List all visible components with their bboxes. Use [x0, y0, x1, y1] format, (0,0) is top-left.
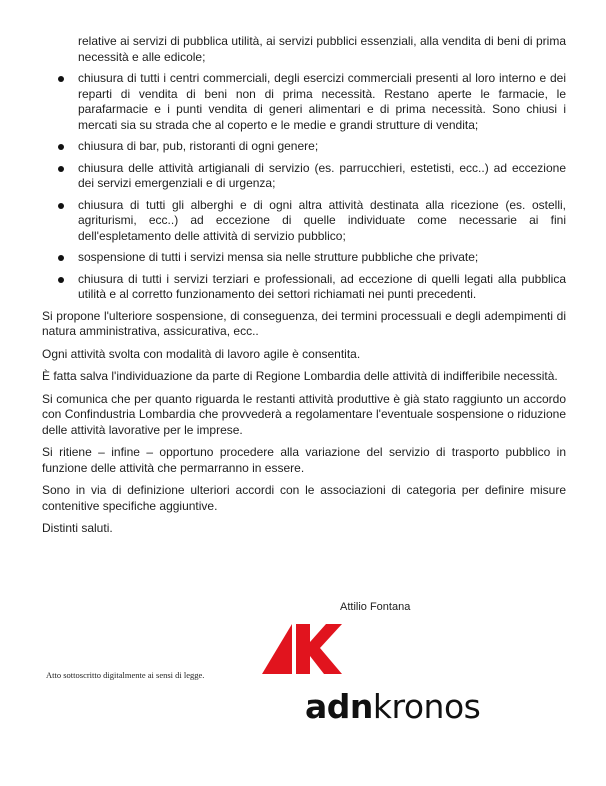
- wordmark-regular: kronos: [372, 687, 481, 726]
- bullet-icon: [58, 255, 64, 261]
- digital-signature-note: Atto sottoscritto digitalmente ai sensi di legge.: [46, 670, 205, 680]
- paragraph-region: È fatta salva l'individuazione da parte di Regione Lombardia delle attività di indifferibile necessità.: [42, 369, 558, 383]
- signature-name: Attilio Fontana: [340, 601, 411, 613]
- continued-bullet-text: relative ai servizi di pubblica utilità, ai servizi pubblici essenziali, alla vendita di beni di prima necessità e alle edicole;: [78, 34, 566, 64]
- paragraph-closing: Distinti saluti.: [42, 521, 113, 535]
- list-item-text: sospensione di tutti i servizi mensa sia nelle strutture pubbliche che private;: [78, 250, 479, 264]
- bullet-icon: [58, 277, 64, 283]
- bullet-icon: [58, 166, 64, 172]
- measures-list: [42, 71, 566, 303]
- list-item: [42, 250, 566, 266]
- list-item-text: chiusura delle attività artigianali di servizio (es. parrucchieri, estetisti, ecc..) ad eccezione dei servizi emergenziali e di urgenza;: [78, 160, 566, 190]
- paragraph-smart-working: Ogni attività svolta con modalità di lavoro agile è consentita.: [42, 346, 361, 361]
- adnkronos-logo-icon: [262, 624, 342, 678]
- bullet-icon: [58, 144, 64, 150]
- paragraph-agreements: Sono in via di definizione ulteriori accordi con le associazioni di categoria per definire misure contenitive specifiche aggiuntive.: [42, 483, 566, 513]
- paragraph-transport: Si ritiene – infine – opportuno procedere alla variazione del servizio di trasporto pubblico in funzione delle attività che permarranno in essere.: [42, 445, 566, 475]
- list-item-text: chiusura di bar, pub, ristoranti di ogni genere;: [78, 139, 319, 153]
- paragraph-industry: Si comunica che per quanto riguarda le restanti attività produttive è già stato raggiunto un accordo con Confindustria Lombardia che provvederà a regolamentare l'eventuale sospensione o riduzione delle attività lavorative per le imprese.: [42, 391, 566, 437]
- paragraph-suspension: Si propone l'ulteriore sospensione, di conseguenza, dei termini processuali e degli adempimenti di natura amministrativa, assicurativa, ecc..: [42, 308, 566, 338]
- list-item-text: chiusura di tutti gli alberghi e di ogni altra attività destinata alla ricezione (es. ostelli, agriturismi, ecc..) ad eccezione di quelle individuate come necessarie ai fini dell'espletamento delle attività di servizio pubblico;: [78, 197, 566, 243]
- wordmark-bold: adn: [305, 687, 373, 726]
- bullet-icon: [58, 203, 64, 209]
- list-item: [42, 71, 566, 133]
- list-item: [42, 161, 566, 192]
- list-item-text: chiusura di tutti i servizi terziari e professionali, ad eccezione di quelli legati alla pubblica utilità e al corretto funzionamento dei settori richiamati nei punti precedenti.: [78, 271, 566, 301]
- list-item: [42, 198, 566, 245]
- list-item: [42, 139, 566, 155]
- adnkronos-wordmark: [305, 687, 481, 726]
- bullet-icon: [58, 76, 64, 82]
- list-item-text: chiusura di tutti i centri commerciali, degli esercizi commerciali presenti al loro interno e dei reparti di vendita di beni non di prima necessità. Restano aperte le farmacie, le parafarmacie e i punti vendita di generi alimentari e di prima necessità. Sono chiusi i mercati sia su strada che al coperto e le medie e grandi strutture di vendita;: [78, 71, 566, 132]
- list-item: [42, 272, 566, 303]
- letter-body: [42, 34, 566, 544]
